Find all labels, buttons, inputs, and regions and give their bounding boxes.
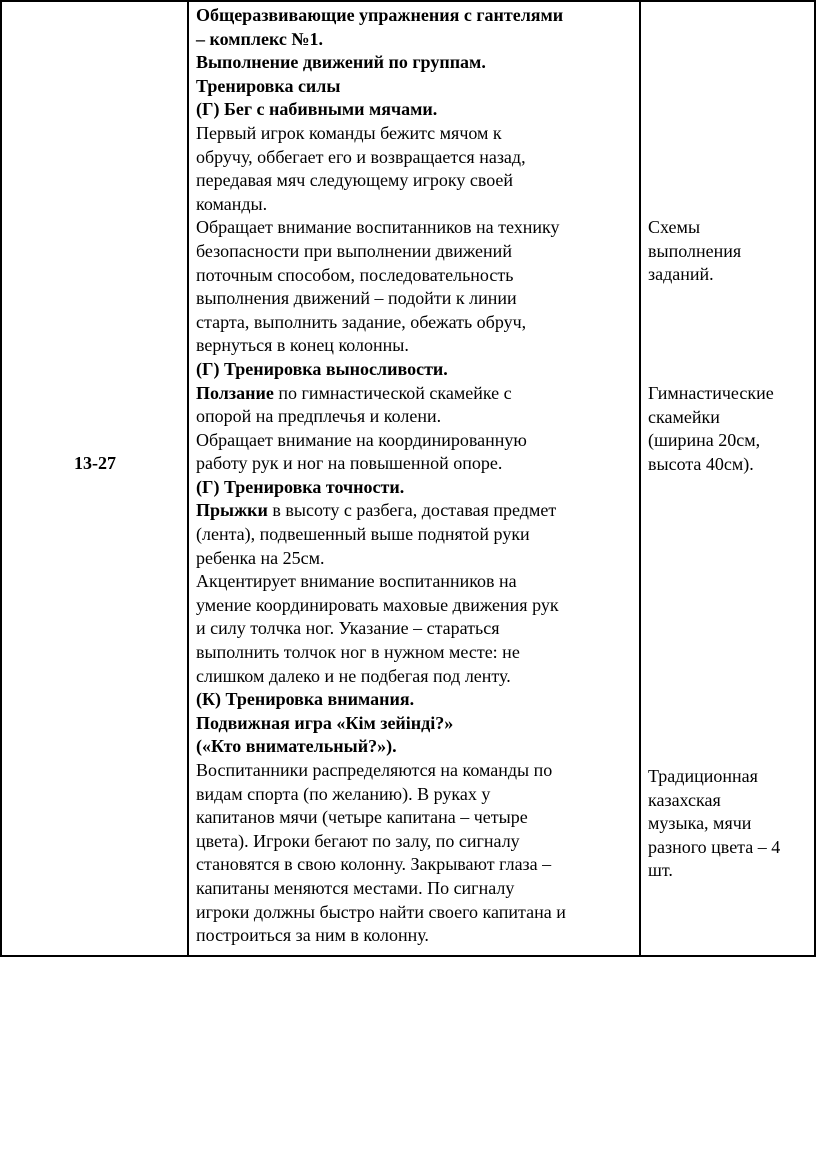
section-text: опорой на предплечья и колени. (196, 406, 442, 427)
section-text: (лента), подвешенный выше поднятой руки (196, 524, 530, 545)
section-text: капитанов мячи (четыре капитана – четыре (196, 807, 528, 828)
title-line: Тренировка силы (196, 75, 341, 96)
section-text: капитаны меняются местами. По сигналу (196, 877, 515, 898)
section-heading: (Г) Тренировка выносливости. (196, 358, 448, 379)
section-note: вернуться в конец колонны. (196, 335, 409, 356)
resource-line: шт. (648, 860, 673, 881)
term: Ползание (196, 382, 274, 403)
content-cell (196, 4, 636, 948)
section-text: цвета). Игроки бегают по залу, по сигналу (196, 830, 520, 851)
resource-line: скамейки (648, 406, 720, 427)
resource-line: выполнения (648, 240, 742, 261)
resource-line: музыка, мячи (648, 813, 752, 834)
resource-schemes (648, 216, 814, 287)
resource-line: заданий. (648, 264, 714, 285)
section-note: старта, выполнить задание, обежать обруч, (196, 311, 527, 332)
section-text: команды. (196, 193, 268, 214)
section-note: выполнения движений – подойти к линии (196, 288, 517, 309)
row-number-cell (2, 0, 188, 955)
section-note: Обращает внимание воспитанников на технику (196, 217, 560, 238)
resource-line: Традиционная (648, 766, 758, 786)
game-title: («Кто внимательный?»). (196, 736, 397, 757)
section-heading: (К) Тренировка внимания. (196, 689, 415, 710)
section-note: поточным способом, последовательность (196, 264, 514, 285)
resource-line: казахская (648, 789, 721, 810)
resource-line: разного цвета – 4 (648, 836, 781, 857)
section-text: передавая мяч следующему игроку своей (196, 170, 514, 191)
term: Прыжки (196, 500, 268, 521)
title-line: Выполнение движений по группам. (196, 52, 486, 73)
section-text (196, 382, 636, 406)
title-line: – комплекс №1. (196, 28, 324, 49)
resource-music (648, 765, 814, 883)
section-text: становятся в свою колонну. Закрывают глаза – (196, 854, 552, 875)
section-heading: (Г) Тренировка точности. (196, 476, 405, 497)
section-note: выполнить толчок ног в нужном месте: не (196, 642, 520, 663)
title-line: Общеразвивающие упражнения с гантелями (196, 5, 564, 25)
section-note: и силу толчка ног. Указание – стараться (196, 618, 500, 639)
section-note: Обращает внимание на координированную (196, 429, 527, 450)
resource-line: Схемы (648, 217, 701, 237)
table-bottom-border (0, 955, 816, 957)
term-desc: по гимнастической скамейке с (273, 382, 512, 403)
resource-line: (ширина 20см, (648, 430, 761, 451)
section-text: ребенка на 25см. (196, 547, 325, 568)
column-divider-2 (639, 0, 641, 957)
section-text: Первый игрок команды бежитс мячом к (196, 122, 502, 143)
section-note: умение координировать маховые движения рук (196, 594, 559, 615)
section-text: видам спорта (по желанию). В руках у (196, 783, 491, 804)
term-desc: в высоту с разбега, доставая предмет (267, 500, 557, 521)
section-text: построиться за ним в колонну. (196, 925, 429, 946)
section-note: работу рук и ног на повышенной опоре. (196, 453, 503, 474)
section-heading: (Г) Бег с набивными мячами. (196, 99, 438, 120)
game-title: Подвижная игра «Кім зейінді?» (196, 712, 454, 733)
resource-line: высота 40см). (648, 453, 754, 474)
resource-line: Гимнастические (648, 383, 774, 403)
section-note: слишком далеко и не подбегая под ленту. (196, 665, 511, 686)
resource-benches (648, 382, 814, 476)
row-number: 13-27 (74, 453, 116, 473)
section-note: Акцентирует внимание воспитанников на (196, 571, 517, 592)
section-text: обручу, оббегает его и возвращается назад, (196, 146, 526, 167)
section-text: игроки должны быстро найти своего капитана и (196, 901, 566, 922)
section-note: безопасности при выполнении движений (196, 240, 512, 261)
section-text (196, 499, 636, 523)
section-text: Воспитанники распределяются на команды по (196, 760, 553, 780)
